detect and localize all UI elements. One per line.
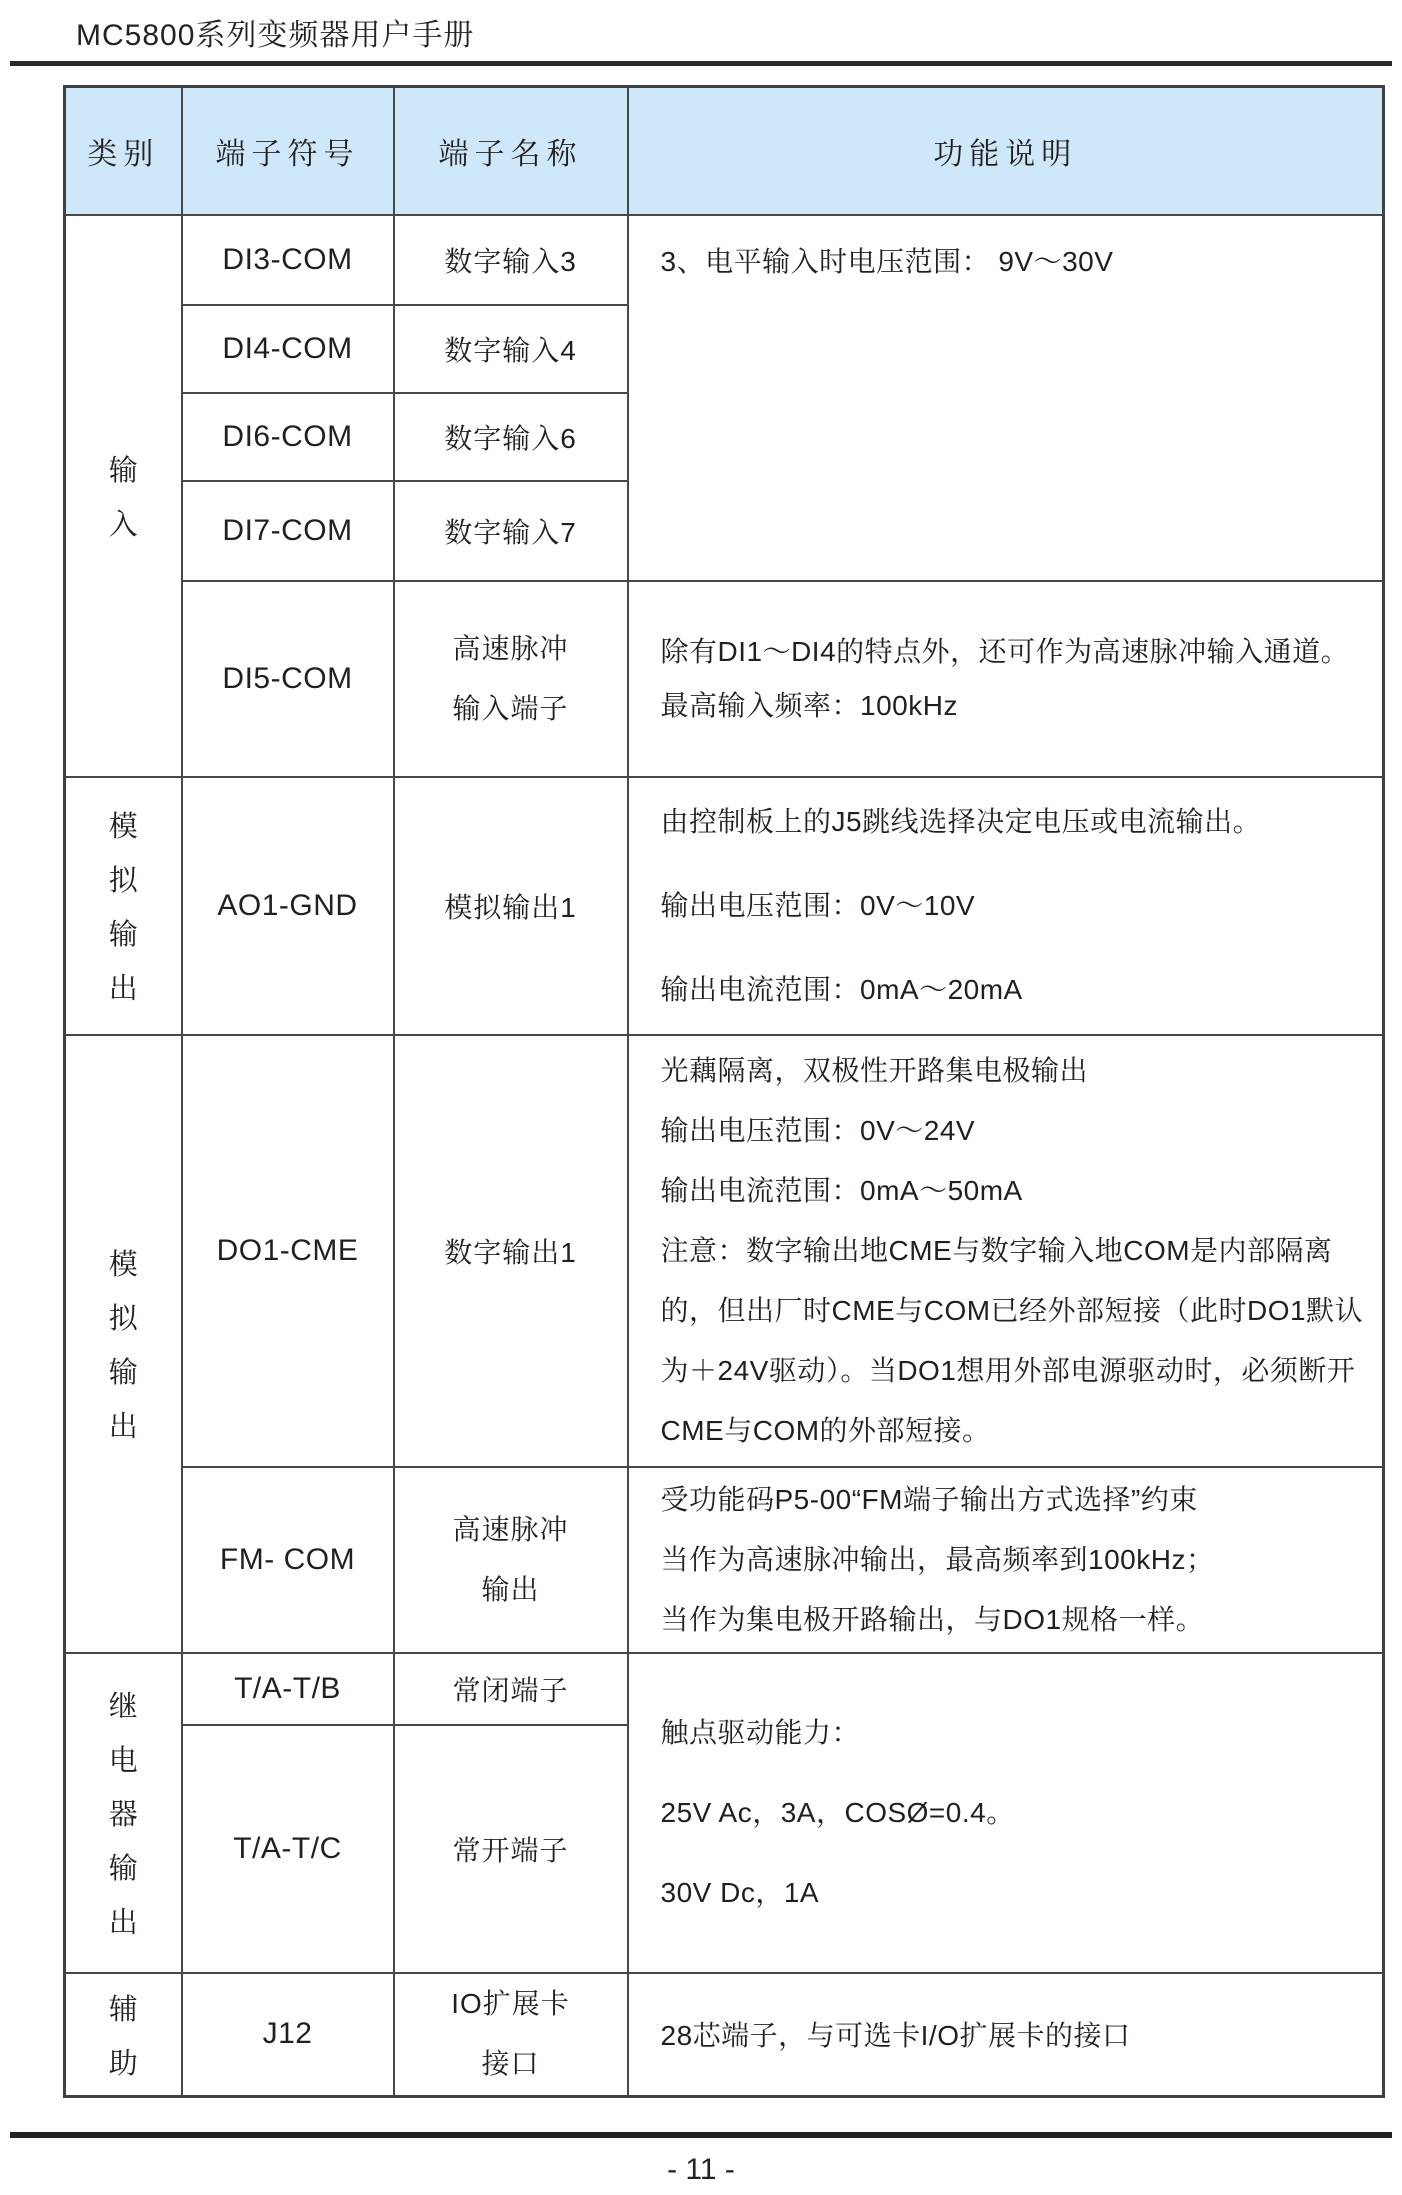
description-line: 输出电流范围：0mA～20mA	[660, 973, 1023, 1005]
function-description-digital-inputs	[628, 215, 1384, 581]
terminal-name: 数字输入3	[394, 215, 628, 305]
header-terminal-symbol: 端子符号	[182, 87, 394, 215]
category-analog-output: 模 拟 输 出	[65, 777, 182, 1035]
terminal-name: 数字输入6	[394, 393, 628, 481]
function-description-do1	[628, 1035, 1384, 1467]
table-row-relay-nc	[65, 1653, 1384, 1725]
description-line: 28芯端子，与可选卡I/O扩展卡的接口	[660, 2020, 1131, 2052]
terminal-symbol: DI3-COM	[182, 215, 394, 305]
category-digital-output: 模 拟 输 出	[65, 1035, 182, 1653]
terminal-symbol: FM- COM	[182, 1467, 394, 1653]
description-line: 触点驱动能力：	[660, 1716, 861, 1748]
footer-rule	[10, 2132, 1392, 2138]
terminal-symbol: J12	[182, 1973, 394, 2097]
function-description-di5	[628, 581, 1384, 777]
terminal-symbol: DI7-COM	[182, 481, 394, 581]
description-line: 输出电压范围：0V～10V	[660, 889, 976, 921]
table-row-do1	[65, 1035, 1384, 1467]
category-auxiliary: 辅 助	[65, 1973, 182, 2097]
terminal-symbol: T/A-T/C	[182, 1725, 394, 1973]
description-line: 输出电压范围：0V～24V	[660, 1114, 976, 1146]
terminal-symbol: DI4-COM	[182, 305, 394, 393]
function-description-relay	[628, 1653, 1384, 1973]
terminal-name-line: 接口	[481, 2048, 540, 2080]
terminal-name: 数字输入4	[394, 305, 628, 393]
function-description-j12	[628, 1973, 1384, 2097]
table-row-di3	[65, 215, 1384, 305]
description-line: 当作为集电极开路输出，与DO1规格一样。	[660, 1603, 1205, 1635]
header-function-description: 功能说明	[628, 87, 1384, 215]
description-line: 30V Dc，1A	[660, 1876, 820, 1908]
terminal-symbol: T/A-T/B	[182, 1653, 394, 1725]
terminal-name-line: 输入端子	[452, 692, 569, 724]
description-line: 由控制板上的J5跳线选择决定电压或电流输出。	[660, 805, 1262, 837]
terminal-name	[394, 581, 628, 777]
terminal-symbol: AO1-GND	[182, 777, 394, 1035]
description-line: 光藕隔离，双极性开路集电极输出	[660, 1054, 1089, 1086]
terminal-name-line: 高速脉冲	[452, 632, 569, 664]
terminal-name: 常开端子	[394, 1725, 628, 1973]
terminal-name	[394, 1973, 628, 2097]
table-row-fm	[65, 1467, 1384, 1653]
terminal-symbol: DO1-CME	[182, 1035, 394, 1467]
description-line: 受功能码P5-00“FM端子输出方式选择”约束	[660, 1483, 1198, 1515]
terminal-name	[394, 1467, 628, 1653]
terminal-name-line: 输出	[481, 1573, 540, 1605]
terminal-symbol: DI5-COM	[182, 581, 394, 777]
table-row-di5	[65, 581, 1384, 777]
terminal-name-line: IO扩展卡	[451, 1988, 570, 2020]
function-description-ao1	[628, 777, 1384, 1035]
description-line: 25V Ac，3A，COSØ=0.4。	[660, 1796, 1015, 1828]
terminal-name: 数字输出1	[394, 1035, 628, 1467]
table-row-ao1	[65, 777, 1384, 1035]
category-input: 输 入	[65, 215, 182, 777]
category-relay-output: 继 电 器 输 出	[65, 1653, 182, 1973]
terminal-name: 模拟输出1	[394, 777, 628, 1035]
description-line: 注意：数字输出地CME与数字输入地COM是内部隔离的，但出厂时CME与COM已经外部短接（此时DO1默认为＋24V驱动）。当DO1想用外部电源驱动时，必须断开CME与COM的外部短接。	[660, 1234, 1364, 1446]
terminal-symbol: DI6-COM	[182, 393, 394, 481]
description-line: 当作为高速脉冲输出，最高频率到100kHz；	[660, 1543, 1215, 1575]
page-title: MC5800系列变频器用户手册	[76, 19, 475, 52]
function-description-fm	[628, 1467, 1384, 1653]
table-header-row	[65, 87, 1384, 215]
description-line: 输出电流范围：0mA～50mA	[660, 1174, 1023, 1206]
description-line: 除有DI1～DI4的特点外，还可作为高速脉冲输入通道。	[660, 635, 1350, 667]
title-rule	[10, 61, 1392, 66]
terminal-function-table	[63, 85, 1385, 2098]
description-line: 最高输入频率：100kHz	[660, 689, 958, 721]
header-category: 类别	[65, 87, 182, 215]
terminal-name-line: 高速脉冲	[452, 1513, 569, 1545]
terminal-name: 常闭端子	[394, 1653, 628, 1725]
table-row-j12	[65, 1973, 1384, 2097]
terminal-name: 数字输入7	[394, 481, 628, 581]
page-number: - 11 -	[667, 2153, 735, 2186]
description-line: 3、电平输入时电压范围： 9V～30V	[660, 245, 1114, 277]
header-terminal-name: 端子名称	[394, 87, 628, 215]
